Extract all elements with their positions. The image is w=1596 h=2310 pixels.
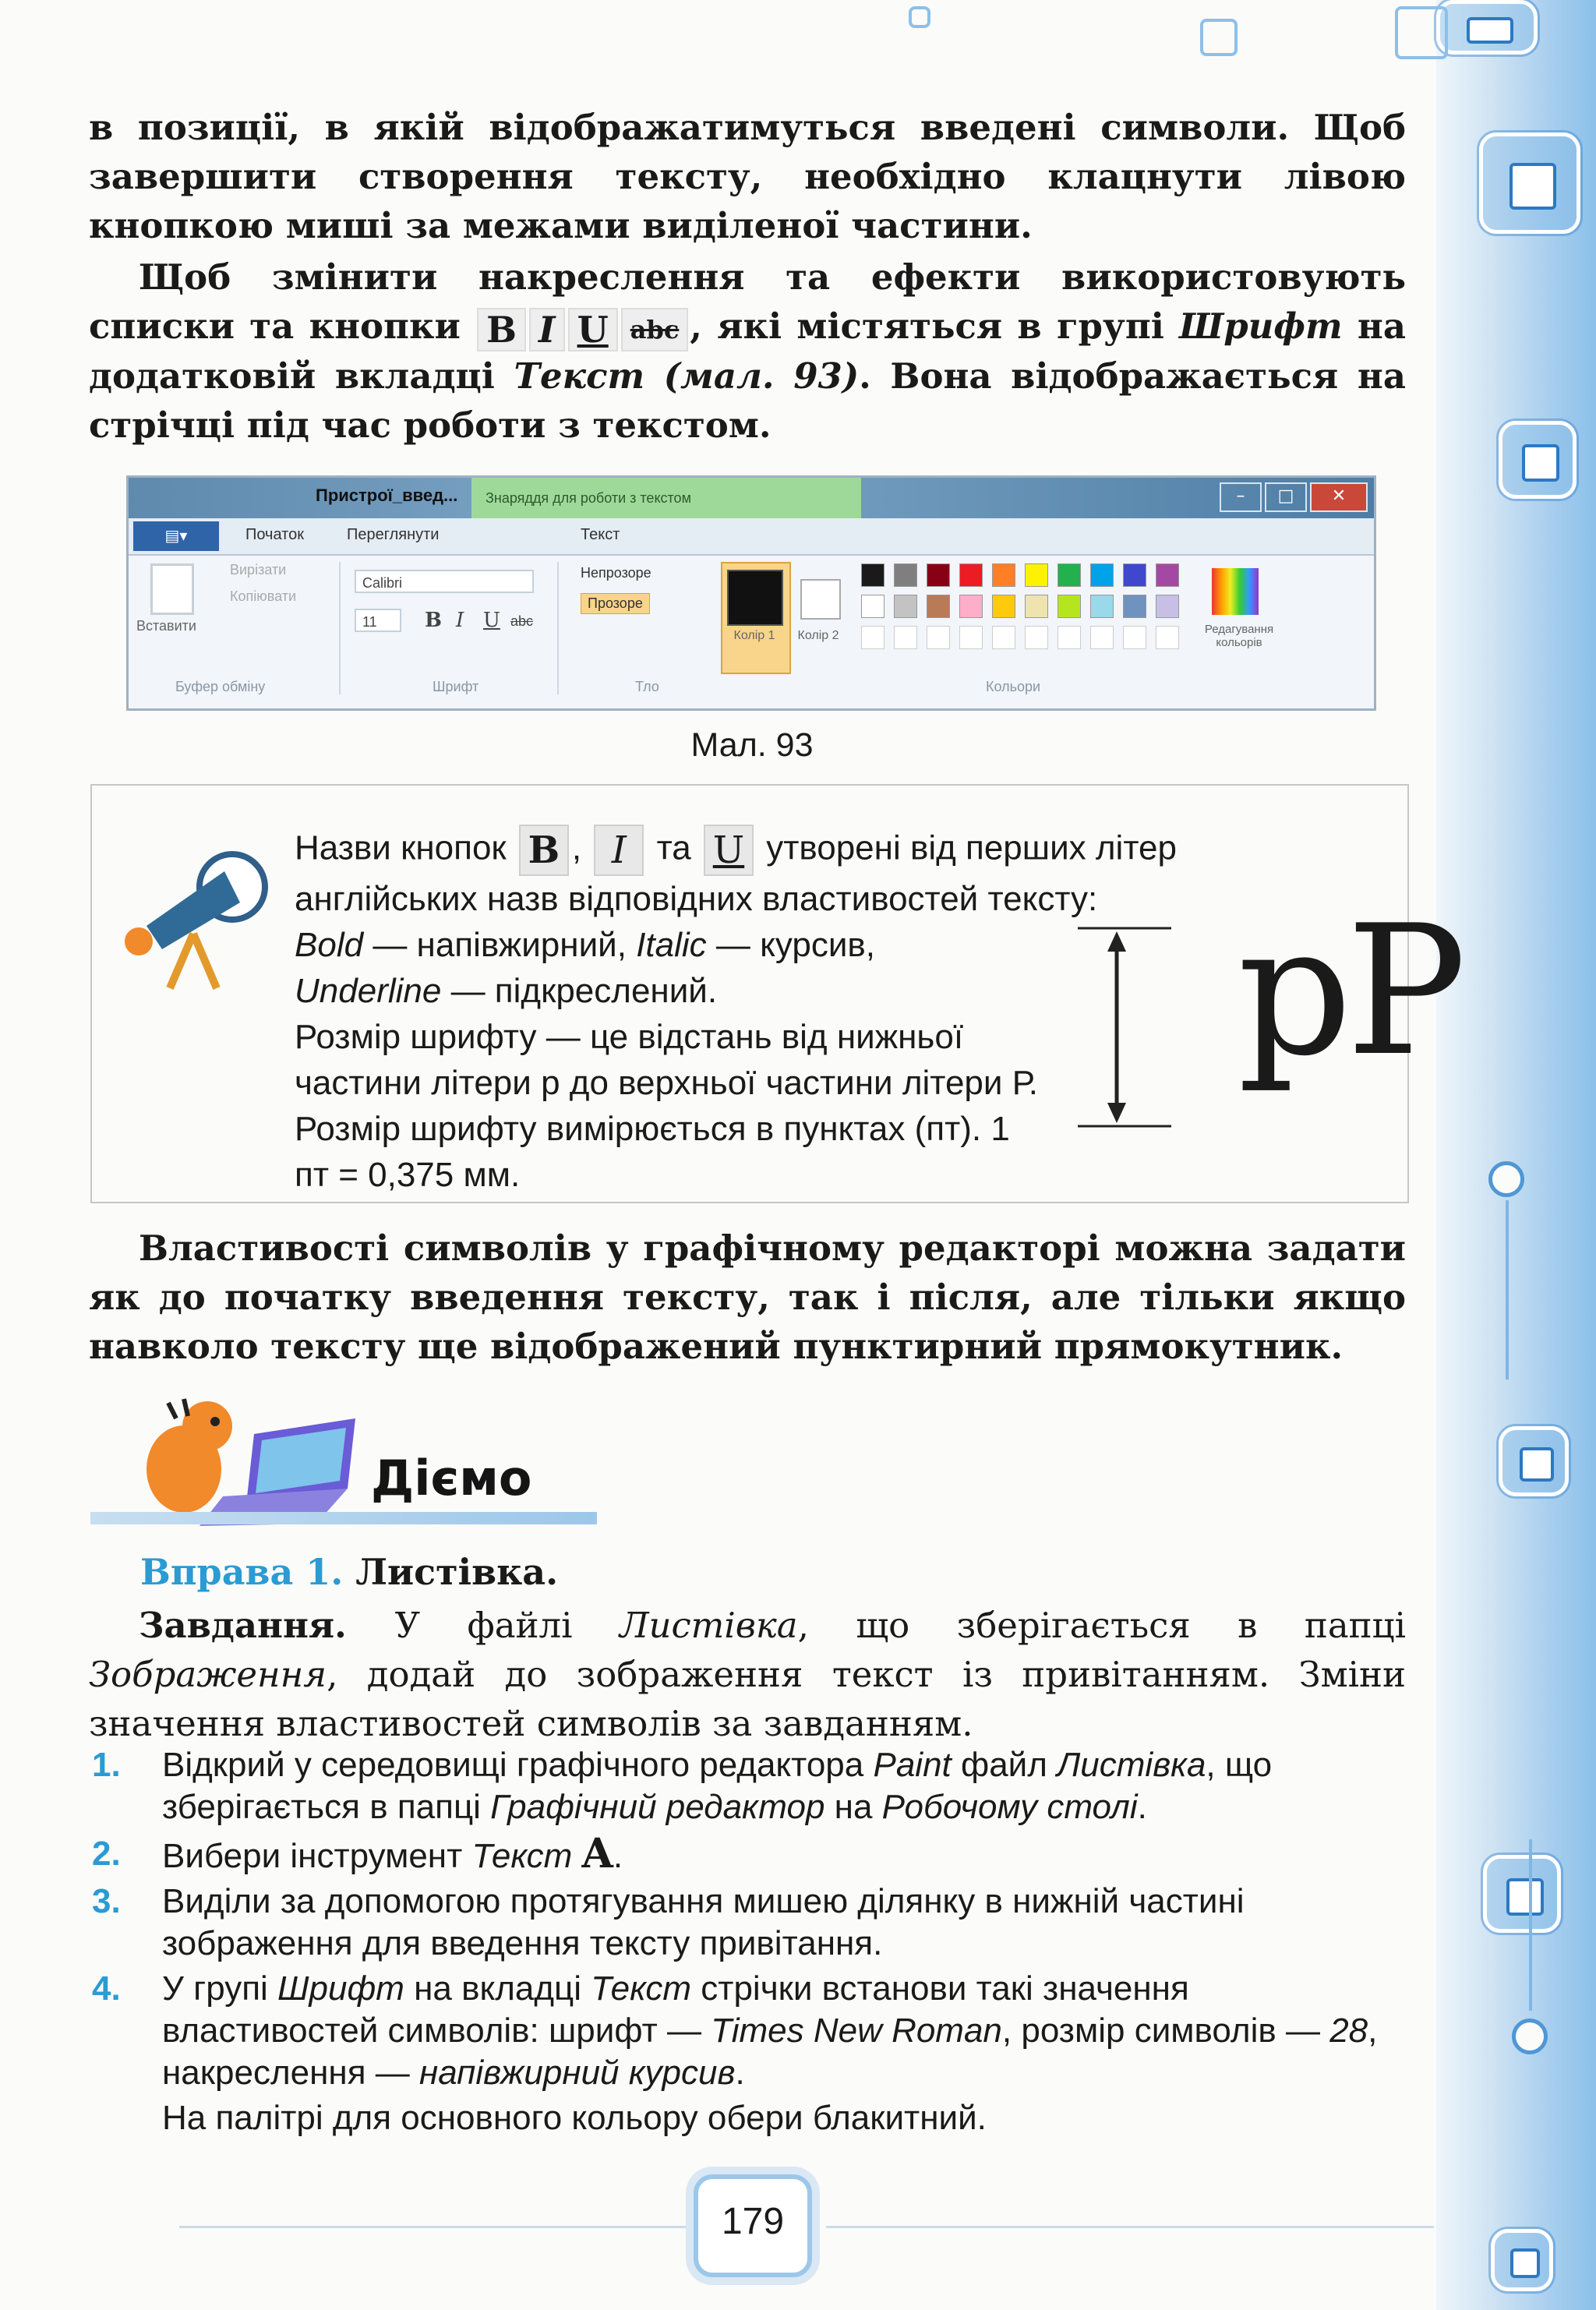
palette-empty-swatch[interactable]	[1123, 626, 1146, 649]
ribbon-tabs	[129, 518, 1374, 556]
text-tool-icon: A	[581, 1830, 613, 1877]
list-item: 3. Виділи за допомогою протягування мишею ділянку в нижній частині зображення для введення тексту привітання.	[92, 1882, 1245, 1962]
circuit-dot	[1488, 1161, 1524, 1197]
window-titlebar	[129, 478, 1374, 518]
section-banner	[90, 1395, 597, 1528]
file-menu-button[interactable]: ▤▾	[133, 521, 219, 551]
underline-button-icon: U	[568, 308, 618, 351]
palette-empty-swatch[interactable]	[1156, 626, 1179, 649]
palette-color-swatch[interactable]	[1090, 595, 1114, 618]
color1-swatch	[727, 570, 783, 626]
circuit-dot	[1512, 2019, 1548, 2054]
palette-color-swatch[interactable]	[1156, 595, 1179, 618]
decorative-sidebar	[1436, 0, 1596, 2310]
sidebar-square-icon	[1499, 421, 1577, 499]
palette-empty-swatch[interactable]	[959, 626, 983, 649]
palette-color-swatch[interactable]	[992, 563, 1015, 587]
font-name-select[interactable]: Calibri	[355, 570, 534, 593]
color1-label: Колір 1	[733, 629, 775, 642]
palette-color-swatch[interactable]	[894, 595, 917, 618]
copy-button[interactable]: Копіювати	[230, 588, 297, 604]
paragraph-properties: Властивості символів у графічному редакторі можна задати як до початку введення тексту, так і після, але тільки якщо навколо тексту ще відображений пунктирний прямокутник.	[89, 1227, 1406, 1367]
list-item: 2. Вибери інструмент Текст A.	[92, 1830, 623, 1877]
circuit-line	[1529, 1839, 1532, 2011]
italic-button-icon: I	[529, 308, 565, 351]
font-group-label: Шрифт	[433, 679, 479, 694]
steps-list	[89, 1744, 1414, 2139]
ribbon-body	[129, 554, 1374, 706]
paste-icon[interactable]	[150, 563, 194, 615]
sidebar-square-icon	[1491, 2229, 1553, 2291]
transparent-option[interactable]: Прозоре	[581, 593, 650, 614]
palette-empty-swatch[interactable]	[861, 626, 885, 649]
color2-swatch[interactable]	[800, 579, 841, 620]
dog-with-laptop-icon	[122, 1395, 379, 1528]
cut-button[interactable]: Вирізати	[230, 562, 287, 578]
font-size-select[interactable]: 11	[355, 609, 401, 632]
palette-color-swatch[interactable]	[927, 595, 950, 618]
figure-caption: Мал. 93	[690, 726, 814, 764]
sidebar-square-icon	[1483, 1855, 1561, 1933]
palette-color-swatch[interactable]	[1025, 595, 1048, 618]
strikethrough-button-icon: abc	[621, 308, 689, 351]
bold-letter-icon: B	[519, 825, 569, 876]
palette-empty-swatch[interactable]	[1090, 626, 1114, 649]
opaque-option[interactable]: Непрозоре	[581, 565, 651, 581]
palette-empty-swatch[interactable]	[927, 626, 950, 649]
paragraph-font-buttons: Щоб змінити накреслення та ефекти використовують списки та кнопки B I U abc , які містяться в групі Шрифт на додатковій вкладці Текст (мал. 93). Вона відображається на стрічці під час роботи з текстом.	[89, 256, 1407, 446]
edit-colors-icon[interactable]	[1212, 568, 1259, 615]
italic-button[interactable]: I	[456, 609, 464, 632]
underline-button[interactable]: U	[483, 609, 500, 632]
tab-home[interactable]: Початок	[245, 526, 304, 543]
info-text: Назви кнопок B , I та U утворені від перших літер англійських назв відповідних властивостей тексту: Bold — напівжирний, Italic — курсив, Underline — підкреслений. Розмір шрифту — це відстань від нижньої частини літери р до верхньої частини літери Р. Розмір шрифту вимірюється в пунктах (пт). 1 пт = 0,375 мм.	[295, 825, 1191, 1198]
font-size-arrow-icon	[1070, 922, 1179, 1132]
minimize-button[interactable]: –	[1220, 482, 1262, 512]
window-title: Пристрої_введ...	[316, 486, 458, 505]
exercise-task: Завдання. У файлі Листівка, що зберігається в папці Зображення, додай до зображення текст із привітанням. Зміни значення властивостей символів за завданням.	[89, 1605, 1406, 1744]
tab-view[interactable]: Переглянути	[347, 526, 440, 543]
close-button[interactable]: ✕	[1310, 482, 1368, 512]
font-size-sample: pP	[1238, 888, 1460, 1096]
background-group-label: Тло	[635, 679, 659, 694]
telescope-mascot-icon	[115, 832, 271, 996]
list-item: 1. Відкрий у середовищі графічного редактора Paint файл Листівка, що зберігається в папці Графічний редактор на Робочому столі.	[92, 1746, 1273, 1826]
palette-empty-swatch[interactable]	[992, 626, 1015, 649]
edit-colors-label[interactable]: Редагування кольорів	[1204, 623, 1274, 649]
palette-color-swatch[interactable]	[1123, 595, 1146, 618]
decorative-square	[1200, 19, 1238, 56]
palette-color-swatch[interactable]	[861, 563, 885, 587]
palette-color-swatch[interactable]	[959, 563, 983, 587]
context-tab-label: Знаряддя для роботи з текстом	[471, 478, 861, 518]
sidebar-square-icon	[1436, 0, 1538, 55]
palette-empty-swatch[interactable]	[894, 626, 917, 649]
page-number: 179	[694, 2174, 812, 2277]
sidebar-square-icon	[1499, 1426, 1569, 1496]
exercise-title: Вправа 1. Листівка.	[140, 1551, 559, 1593]
clipboard-group-label: Буфер обміну	[175, 679, 266, 694]
underline-letter-icon: U	[704, 825, 754, 876]
info-box	[90, 784, 1460, 1203]
palette-empty-swatch[interactable]	[1025, 626, 1048, 649]
paste-label[interactable]: Вставити	[136, 618, 196, 634]
palette-color-swatch[interactable]	[1123, 563, 1146, 587]
palette-color-swatch[interactable]	[1025, 563, 1048, 587]
palette-color-swatch[interactable]	[1058, 563, 1081, 587]
palette-color-swatch[interactable]	[959, 595, 983, 618]
color2-label: Колір 2	[797, 629, 839, 642]
section-title: Діємо	[371, 1450, 532, 1506]
circuit-line	[1506, 1200, 1509, 1379]
bold-button[interactable]: B	[425, 609, 442, 632]
strikethrough-button[interactable]: abc	[510, 613, 534, 629]
maximize-button[interactable]: □	[1265, 482, 1307, 512]
tab-text[interactable]: Текст	[581, 526, 620, 543]
decorative-square	[1395, 6, 1448, 59]
palette-color-swatch[interactable]	[992, 595, 1015, 618]
palette-empty-swatch[interactable]	[1058, 626, 1081, 649]
palette-color-swatch[interactable]	[894, 563, 917, 587]
decorative-square	[909, 6, 930, 28]
list-item: 4. У групі Шрифт на вкладці Текст стрічки встанови такі значення властивостей символів: шрифт — Times New Roman, розмір символів — 28, накреслення — напівжирний курсив.	[92, 1969, 1378, 2092]
paint-ribbon-screenshot	[126, 475, 1376, 711]
italic-letter-icon: I	[594, 825, 644, 876]
palette-color-swatch[interactable]	[1156, 563, 1179, 587]
colors-group-label: Кольори	[986, 679, 1041, 694]
palette-color-swatch[interactable]	[861, 595, 885, 618]
bold-button-icon: B	[477, 308, 526, 351]
paragraph-intro: в позиції, в якій відображатимуться введені символи. Щоб завершити створення тексту, необхідно клацнути лівою кнопкою миші за межами виділеної частини.	[89, 107, 1406, 246]
sidebar-square-icon	[1479, 132, 1580, 234]
step-note: На палітрі для основного кольору обери блакитний.	[162, 2099, 987, 2137]
palette-color-swatch[interactable]	[927, 563, 950, 587]
palette-color-swatch[interactable]	[1090, 563, 1114, 587]
palette-color-swatch[interactable]	[1058, 595, 1081, 618]
